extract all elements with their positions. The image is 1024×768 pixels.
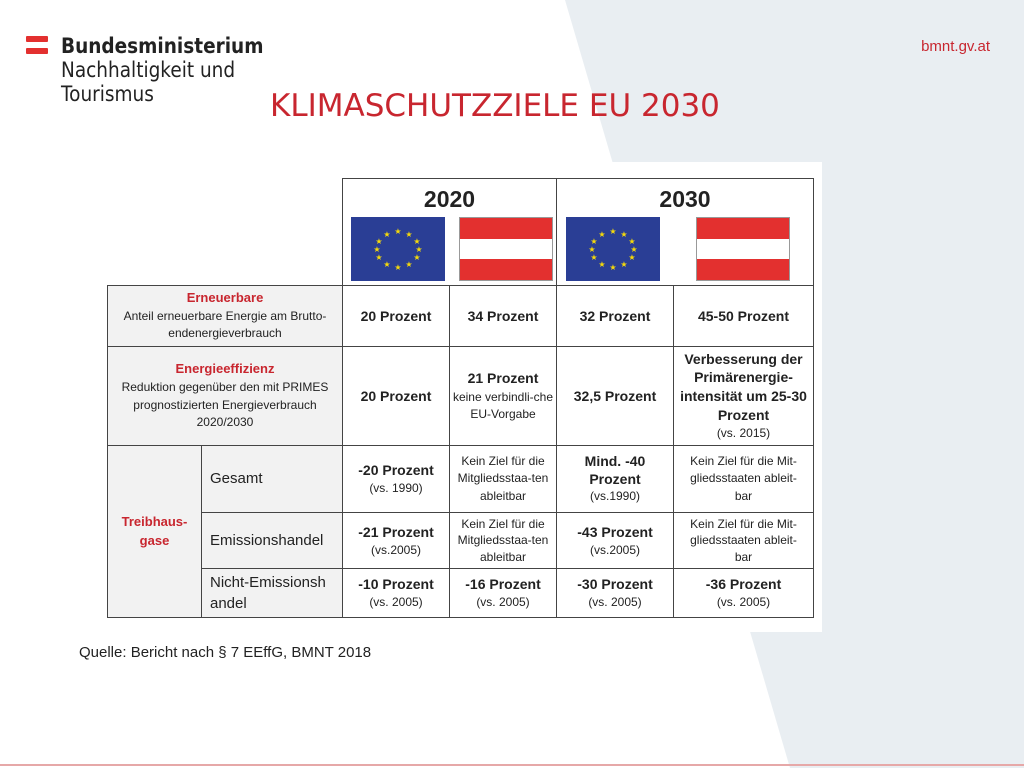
svg-text:★: ★ (405, 230, 413, 239)
year-2020-label: 2020 (423, 186, 476, 212)
cell-note: (vs. 2015) (716, 426, 771, 441)
cell-value: 20 Prozent (360, 387, 432, 404)
cell-value: 32 Prozent (579, 307, 651, 324)
emission-2030-at (673, 512, 814, 569)
cell-value: 21 Prozent (467, 370, 539, 387)
svg-text:★: ★ (620, 230, 628, 239)
effizienz-2030-at (673, 346, 814, 446)
cell-value: -43 Prozent (577, 523, 653, 540)
logo-line-1: Bundesministerium (61, 34, 264, 58)
svg-text:★: ★ (628, 253, 636, 262)
svg-text:★: ★ (375, 253, 383, 262)
erneuerbare-2030-at (673, 285, 814, 347)
erneuerbare-2020-at (449, 285, 557, 347)
cell-note: Kein Ziel für die Mitgliedsstaa-ten ableitbar (457, 517, 549, 564)
svg-text:★: ★ (588, 245, 596, 254)
website-url[interactable]: bmnt.gv.at (921, 38, 990, 55)
nicht-2030-eu (556, 568, 674, 618)
svg-text:★: ★ (628, 237, 636, 246)
erneuerbare-label: Erneuerbare (186, 290, 264, 306)
svg-text:★: ★ (630, 245, 638, 254)
year-2030-label: 2030 (659, 186, 711, 212)
svg-text:★: ★ (394, 227, 402, 236)
row-label-treibhausgase (107, 445, 202, 618)
logo-line-3: Tourismus (61, 82, 154, 106)
row-label-text: Gesamt (210, 470, 263, 488)
svg-text:★: ★ (383, 230, 391, 239)
cell-note: (vs.2005) (370, 542, 422, 557)
austria-logo-icon (26, 36, 48, 60)
cell-value: -36 Prozent (705, 576, 782, 593)
svg-text:★: ★ (598, 230, 606, 239)
emission-2020-at (449, 512, 557, 569)
cell-note: (vs. 1990) (369, 481, 423, 496)
cell-value: -16 Prozent (465, 576, 541, 593)
svg-text:★: ★ (373, 245, 381, 254)
nicht-2030-at (673, 568, 814, 618)
cell-value: 20 Prozent (360, 307, 432, 324)
svg-text:★: ★ (609, 227, 617, 236)
cell-value: -10 Prozent (358, 576, 434, 593)
cell-note: (vs. 2005) (369, 595, 423, 610)
svg-text:★: ★ (383, 260, 391, 269)
svg-text:★: ★ (375, 237, 383, 246)
svg-text:★: ★ (405, 260, 413, 269)
cell-note: (vs. 2005) (588, 595, 642, 610)
slide-title: KLIMASCHUTZZIELE EU 2030 (270, 88, 720, 124)
svg-text:★: ★ (609, 263, 617, 272)
treibhausgase-label: Treibhaus-gase (121, 513, 188, 548)
bottom-divider (0, 764, 1024, 766)
eu-flag-icon (566, 217, 660, 281)
gesamt-2030-eu (556, 445, 674, 513)
energieeffizienz-desc: Reduktion gegenüber den mit PRIMES prognostizierten Energieverbrauch 2020/2030 (121, 380, 329, 430)
nicht-2020-at (449, 568, 557, 618)
row-label-emissionshandel (201, 512, 343, 569)
svg-text:★: ★ (415, 245, 423, 254)
austria-flag-icon (696, 217, 790, 281)
cell-note: (vs. 2005) (476, 595, 530, 610)
cell-value: 45-50 Prozent (697, 307, 790, 324)
erneuerbare-2030-eu (556, 285, 674, 347)
cell-value: -20 Prozent (358, 462, 434, 479)
effizienz-2030-eu (556, 346, 674, 446)
cell-note: Kein Ziel für die Mit-gliedsstaaten ableit-bar (690, 517, 797, 564)
row-label-text: Emissionshandel (210, 531, 324, 549)
cell-value: 34 Prozent (467, 307, 539, 324)
row-label-text: Nicht-Emissionshandel (210, 574, 326, 612)
svg-text:★: ★ (590, 237, 598, 246)
emission-2030-eu (556, 512, 674, 569)
nicht-2020-eu (342, 568, 450, 618)
effizienz-2020-eu (342, 346, 450, 446)
cell-value: -30 Prozent (577, 576, 653, 593)
cell-value: Mind. -40 Prozent (584, 453, 646, 488)
svg-text:★: ★ (413, 253, 421, 262)
row-label-erneuerbare (107, 285, 343, 347)
effizienz-2020-at (449, 346, 557, 446)
svg-text:★: ★ (598, 260, 606, 269)
erneuerbare-desc: Anteil erneuerbare Energie am Brutto-endenergieverbrauch (123, 309, 327, 341)
cell-note: (vs. 2005) (716, 595, 771, 610)
svg-text:★: ★ (620, 260, 628, 269)
svg-text:★: ★ (413, 237, 421, 246)
logo-line-2: Nachhaltigkeit und (61, 58, 236, 82)
svg-text:★: ★ (590, 253, 598, 262)
source-note: Quelle: Bericht nach § 7 EEffG, BMNT 2018 (79, 644, 372, 661)
cell-note: Kein Ziel für die Mit-gliedsstaaten ableit-bar (690, 453, 797, 503)
cell-value: 32,5 Prozent (573, 387, 657, 404)
cell-note: (vs.1990) (589, 489, 641, 504)
row-label-gesamt (201, 445, 343, 513)
cell-value: -21 Prozent (358, 523, 434, 540)
erneuerbare-2020-eu (342, 285, 450, 347)
cell-note: (vs.2005) (589, 542, 641, 557)
climate-targets-table (107, 178, 814, 618)
row-label-nicht-emissionshandel (201, 568, 343, 618)
gesamt-2020-eu (342, 445, 450, 513)
gesamt-2020-at (449, 445, 557, 513)
svg-text:★: ★ (394, 263, 402, 272)
eu-flag-icon (351, 217, 445, 281)
cell-note: keine verbindli-che EU-Vorgabe (452, 389, 554, 422)
gesamt-2030-at (673, 445, 814, 513)
row-label-energieeffizienz (107, 346, 343, 446)
austria-flag-icon (459, 217, 553, 281)
emission-2020-eu (342, 512, 450, 569)
energieeffizienz-label: Energieeffizienz (175, 361, 275, 377)
cell-value: Verbesserung der Primärenergie-intensität um 25-30 Prozent (680, 350, 807, 424)
cell-note: Kein Ziel für die Mitgliedsstaa-ten ableitbar (457, 453, 549, 503)
